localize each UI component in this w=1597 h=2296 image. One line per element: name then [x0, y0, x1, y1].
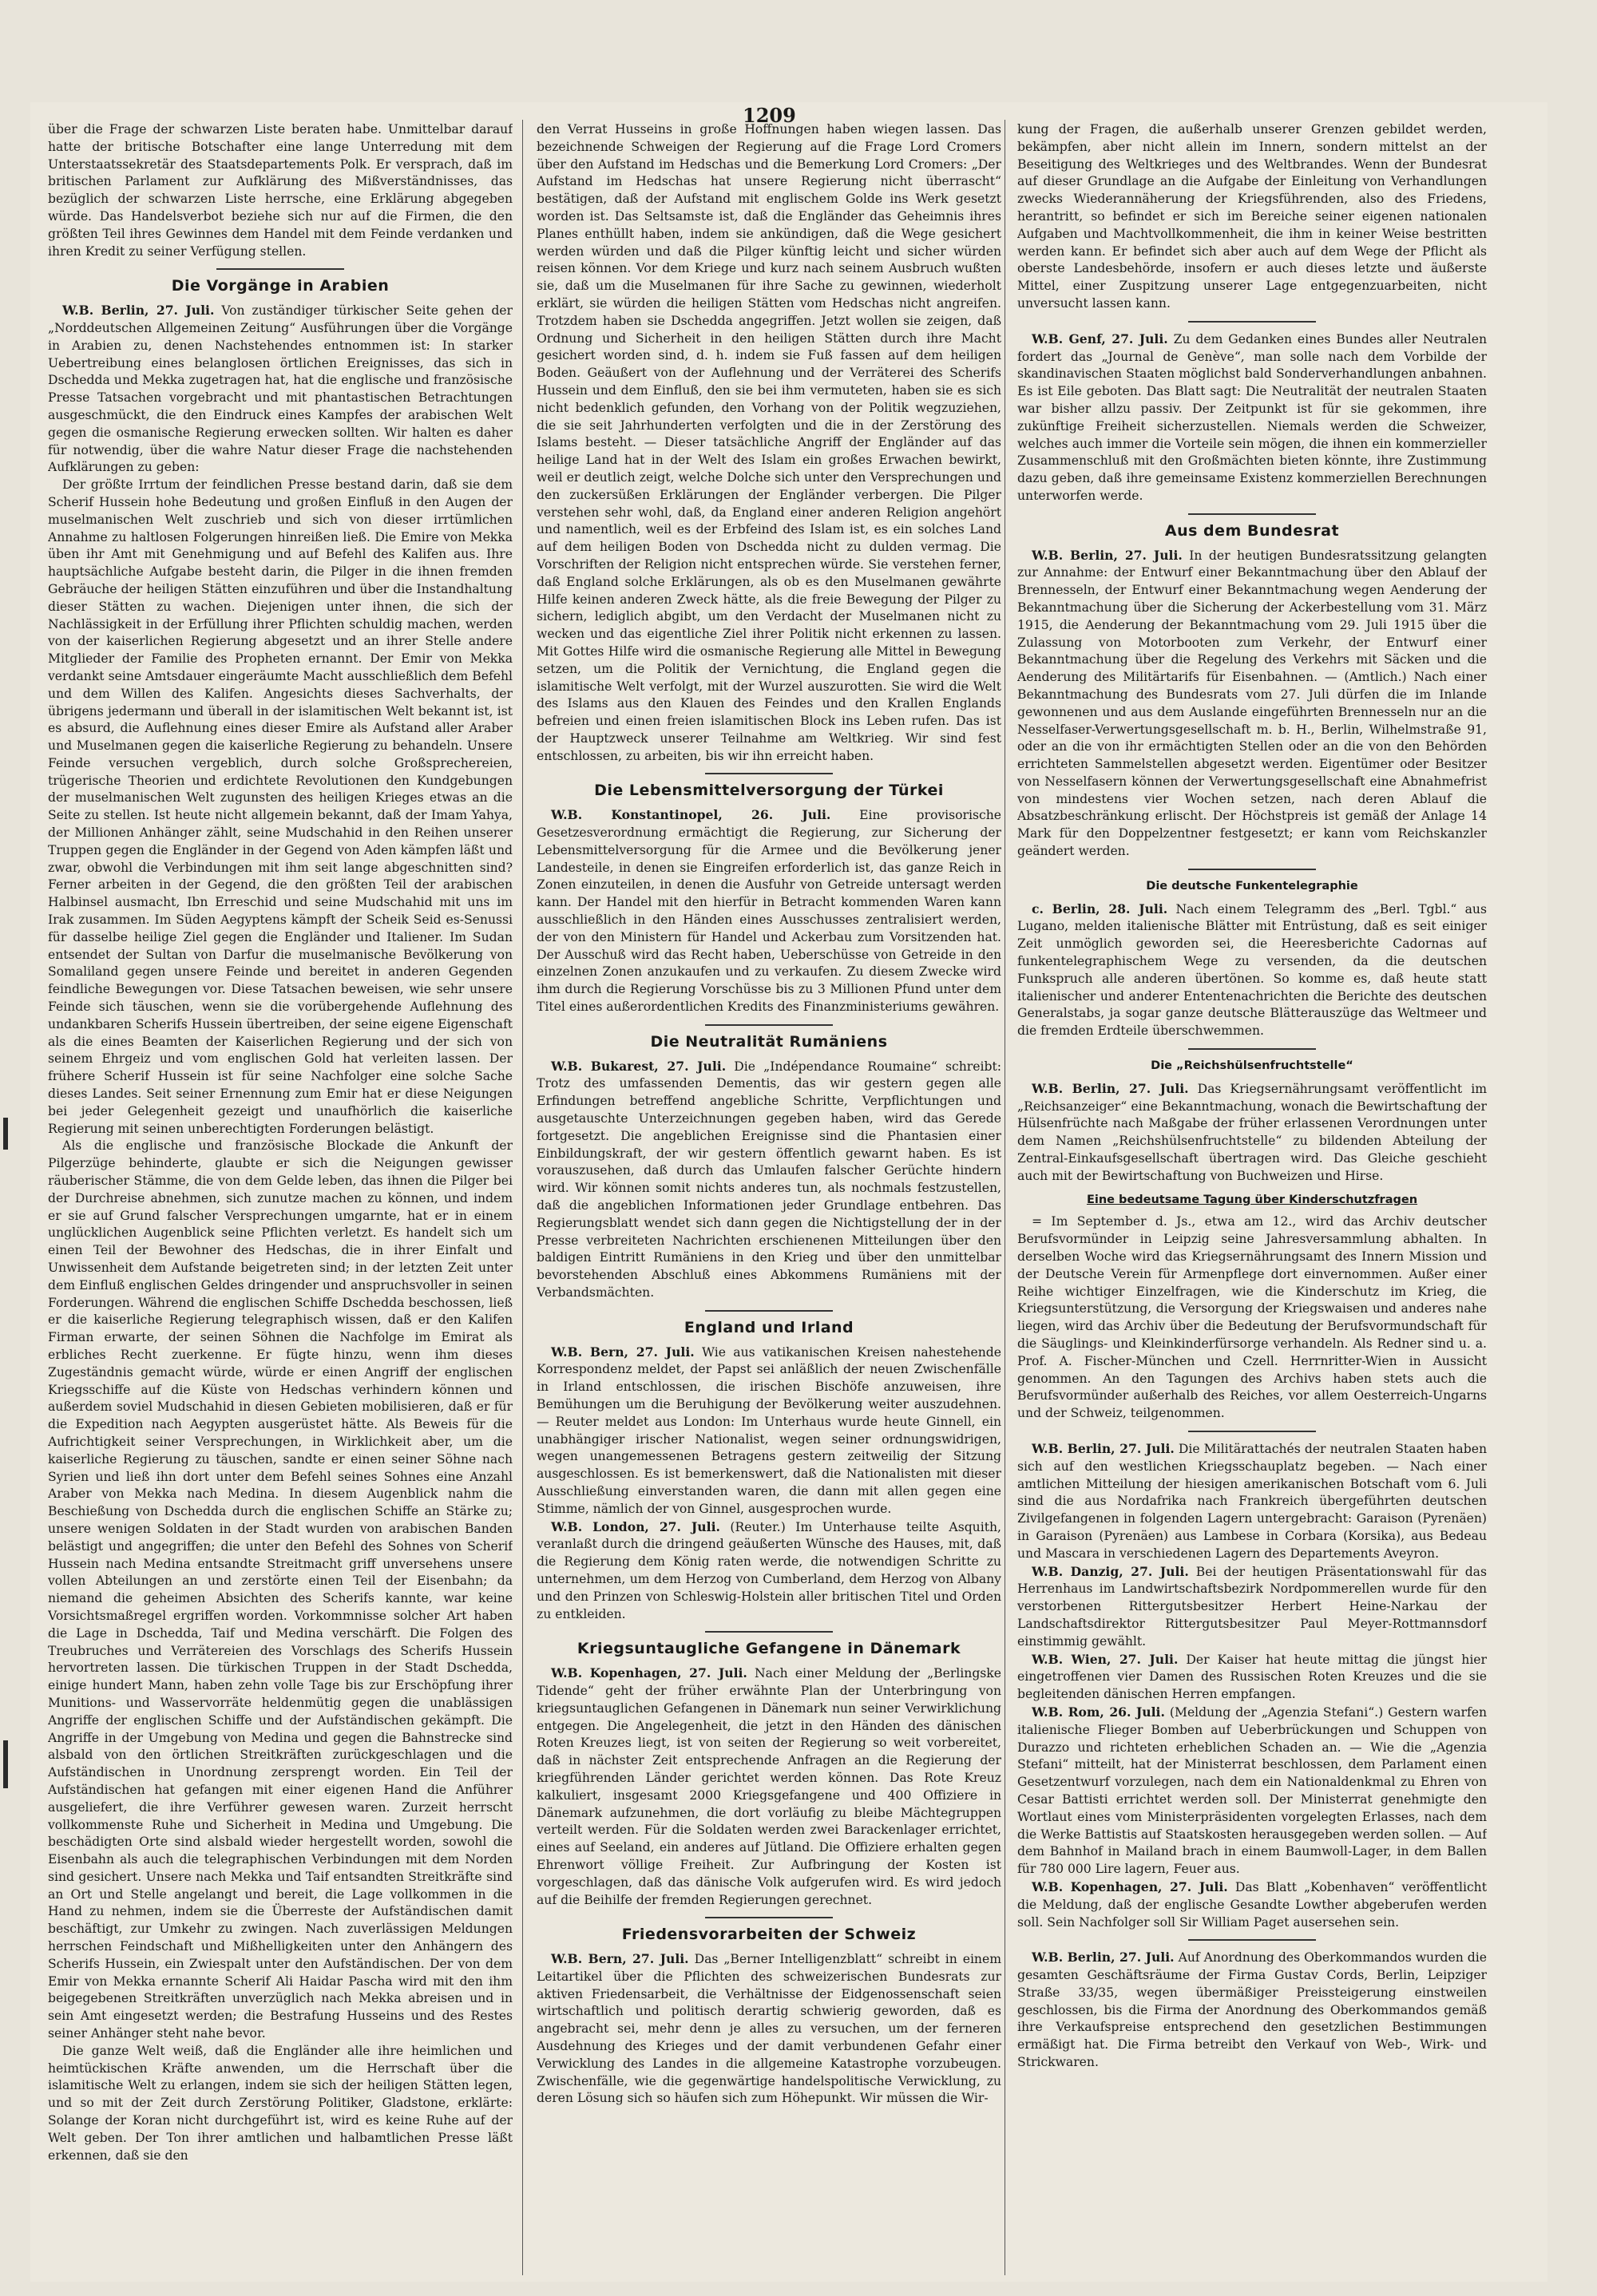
article-text: Das Kriegsernährungsamt veröffentlicht im „Reichsanzeiger“ eine Bekanntmachung, wonach die Bewirtschaftung der Hülsenfrüchte nach Maßgabe der früher erlassenen Verordnungen unter dem Namen „Reichshülsenfruchtstelle“ zu bildenden Abteilung der Zentral-Einkaufsgesellschaft übertragen wird. Das Gleiche geschieht auch mit der Bewirtschaftung von Buchweizen und Hirse.	[1017, 1081, 1487, 1183]
dateline: W.B. Kopenhagen, 27. Juli.	[1032, 1878, 1228, 1894]
headline-daenemark: Kriegsuntaugliche Gefangene in Dänemark	[577, 1640, 961, 1658]
article-paragraph: kung der Fragen, die außerhalb unserer Grenzen gebildet werden, bekämpfen, aber nicht allein im Innern, sondern mittelst an der Beseitigung des Weltkrieges und des Weltbrandes. Wenn der Bundesrat auf dieser Grundlage an die Aufgabe der Einleitung von Verhandlungen zwecks Wiederannäherung der Kriegsführenden, also des Friedens, herantritt, so befindet er sich im Bereiche seiner eigenen nationalen Aufgaben und Machtvollkommenheit, die ihm in keiner Weise bestritten werden kann. Er befindet sich aber auch auf dem Wege der Pflicht als oberste Landesbehörde, insofern er auch dieses letzte und äußerste Mittel, einer Zuspitzung unserer Lage entgegenzuarbeiten, nicht unversucht lassen kann.	[1017, 122, 1487, 311]
separator-rule	[1188, 869, 1316, 870]
article-paragraph	[1017, 331, 1487, 505]
article-text: Wie aus vatikanischen Kreisen nahestehende Korrespondenz meldet, der Papst sei anläßlich der neuen Zwischenfälle in Irland entschlossen, die irischen Bischöfe anzuweisen, ihre Bemühungen um die Beruhigung der Bevölkerung weiter auszudehnen. — Reuter meldet aus London: Im Unterhaus wurde heute Ginnell, ein unabhängiger irischer Nationalist, wegen seiner ordnungswidrigen, wegen unangemessenen Betragens gestern zeitweilig der Sitzung ausgeschlossen. Es ist bemerkenswert, daß die Nationalisten mit dieser Ausschließung einverstanden waren, die dann mit allen gegen eine Stimme, nämlich der von Ginnel, ausgesprochen wurde.	[537, 1344, 1001, 1516]
dateline: W.B. Bern, 27. Juli.	[551, 1344, 695, 1360]
separator-rule	[705, 773, 833, 774]
headline-england: England und Irland	[684, 1318, 854, 1336]
separator-rule	[1188, 321, 1316, 323]
column-left	[48, 121, 513, 2277]
article-paragraph	[1017, 1080, 1487, 1186]
article-text: Die Militärattachés der neutralen Staaten haben sich auf den westlichen Kriegsschauplatz begeben. — Nach einer amtlichen Mitteilung der hiesigen amerikanischen Botschaft vom 6. Juli sind die aus Nordafrika nach Frankreich übergeführten deutschen Zivilgefangenen in folgenden Lagern untergebracht: Garaison (Pyrenäen) in Garaison (Pyrenäen) aus Lambese in Corbara (Korsika), aus Bedeau und Mascara in verschiedenen Lagern des Departements Aveyron.	[1017, 1441, 1487, 1561]
separator-rule	[705, 1310, 833, 1312]
article-paragraph: = Im September d. Js., etwa am 12., wird das Archiv deutscher Berufsvormünder in Leipzig seine Jahresversammlung abhalten. In derselben Woche wird das Kriegsernährungsamt des Innern Mission und der Deutsche Verein für Armenpflege dort einvernommen. Außer einer Reihe wichtiger Einzelfragen, wie die Kinderschutz im Krieg, die Kriegsunterstützung, die Versorgung der Kriegswaisen und anderes nahe liegen, wird das Archiv über die Bedeutung der Berufsvormundschaft für die Säuglings- und Kleinkinderfürsorge verhandeln. Als Redner sind u. a. Prof. A. Fischer-München und Czell. Herrnritter-Wien in Aussicht genommen. An den Tagungen des Archivs haben stets auch die Berufsvormünder außerhalb des Reiches, vor allem Oesterreich-Ungarns und der Schweiz, teilgenommen.	[1017, 1214, 1487, 1421]
article-paragraph	[537, 1665, 1001, 1909]
dateline: W.B. Danzig, 27. Juli.	[1032, 1563, 1189, 1579]
article-paragraph	[1017, 1651, 1487, 1704]
article-text: Der Kaiser hat heute mittag die jüngst hier eingetroffenen vier Damen des Russischen Roten Kreuzes und die sie begleitenden dänischen Herren empfangen.	[1017, 1652, 1487, 1702]
article-paragraph	[537, 1950, 1001, 2108]
dateline: W.B. Berlin, 27. Juli.	[62, 303, 215, 319]
dateline: W.B. London, 27. Juli.	[551, 1518, 720, 1534]
separator-rule	[705, 1024, 833, 1026]
article-paragraph	[537, 1344, 1001, 1518]
article-paragraph	[537, 1518, 1001, 1624]
column-right	[1017, 121, 1487, 2277]
article-text: Zu dem Gedanken eines Bundes aller Neutralen fordert das „Journal de Genève“, man solle nach dem Vorbilde der skandinavischen Staaten möglichst bald Sonderverhandlungen anbahnen. Es ist Eile geboten. Das Blatt sagt: Die Neutralität der neutralen Staaten war bisher allzu passiv. Der Zeitpunkt ist für sie gekommen, ihre zukünftige Freiheit sicherzustellen. Niemals werden die Schweizer, welches auch immer die Vorteile sein mögen, die ihnen ein kommerzieller Zusammenschluß mit den Großmächten bieten könnte, ihre Zustimmung dazu geben, daß ihre gemeinsame Existenz kommerziellen Berechnungen unterworfen werde.	[1017, 331, 1487, 503]
article-text: Bei der heutigen Präsentationswahl für das Herrenhaus im Landwirtschaftsbezirk Nordpommerellen wurde für den verstorbenen Rittergutsbesitzer Herbert Heine-Narkau der Landschaftsdirektor Rittergutsbesitzer Paul Meyer-Rottmannsdorf einstimmig gewählt.	[1017, 1564, 1487, 1649]
separator-rule	[1188, 1048, 1316, 1050]
article-paragraph	[1017, 901, 1487, 1040]
separator-rule	[705, 1631, 833, 1633]
dateline: W.B. Berlin, 27. Juli.	[1032, 1080, 1189, 1096]
dateline: W.B. Bukarest, 27. Juli.	[551, 1058, 727, 1074]
dateline: W.B. Berlin, 27. Juli.	[1032, 1950, 1175, 1965]
article-paragraph: über die Frage der schwarzen Liste beraten habe. Unmittelbar darauf hatte der britische Botschafter eine lange Unterredung mit dem Unterstaatssekretär des Staatsdepartements Polk. Er versprach, daß im britischen Parlament zur Aufklärung des Mißverständnisses, das bezüglich der schwarzen Liste herrsche, eine Erklärung abgegeben würde. Das Handelsverbot beziehe sich nur auf die Firmen, die den größten Teil ihres Gewinnes dem Handel mit dem Feinde verdanken und ihren Kredit zu seiner Verfügung stellen.	[48, 122, 513, 259]
headline-tuerkei: Die Lebensmittelversorgung der Türkei	[594, 782, 944, 800]
article-paragraph	[1017, 1704, 1487, 1878]
subheading-kinder: Eine bedeutsame Tagung über Kinderschutzfragen	[1086, 1193, 1418, 1206]
article-text: Die „Indépendance Roumaine“ schreibt: Trotz des umfassenden Dementis, das wir gestern gegen alle Erfindungen betreffend angebliche Schritte, Verpflichtungen und ausgetauschte Unterzeichnungen gegeben haben, wird das Gerede fortgesetzt. Die angeblichen Ereignisse sind die Phantasien einer Einbildungskraft, der wir gestern öffentlich gewarnt haben. Es ist vorauszusehen, daß durch das Umlaufen falscher Gerüchte hindern wird. Wir können somit nichts anderes tun, als nochmals festzustellen, daß die angeblichen Informationen jeder Grundlage entbehren. Das Regierungsblatt wendet sich dann gegen die Nichtigstellung der in der Presse verbreiteten Nachrichten erschienenen Mitteilungen über den baldigen Eintritt Rumäniens in den Krieg und über den unmittelbar bevorstehenden Abschluß eines Abkommens Rumäniens mit der Verbandsmächten.	[537, 1059, 1001, 1300]
dateline: W.B. Rom, 26. Juli.	[1032, 1704, 1165, 1720]
article-text: Eine provisorische Gesetzesverordnung ermächtigt die Regierung, zur Sicherung der Lebensmittelversorgung für die Armee und die Bevölkerung jener Landesteile, in denen sie Eingreifen erforderlich ist, das ganze Reich in Zonen einzuteilen, in denen die Ausfuhr von Getreide untersagt werden kann. Der Handel mit den hierfür in Betracht kommenden Waren kann ausschließlich in den Händen eines Ausschusses zentralisiert werden, der von den Ministern für Handel und Ackerbau zum Vorsitzenden hat. Der Ausschuß wird das Recht haben, Ueberschüsse von Getreide in den einzelnen Zonen anzukaufen und zu verkaufen. Zu diesem Zwecke wird ihm durch die Regierung Vorschüsse bis zu 3 Millionen Pfund unter dem Titel eines außerordentlichen Kredits des Finanzministeriums gewähren.	[537, 808, 1001, 1015]
dateline: W.B. Konstantinopel, 26. Juli.	[551, 807, 831, 823]
subheading-reich: Die „Reichshülsenfruchtstelle“	[1151, 1059, 1353, 1073]
article-paragraph	[1017, 1949, 1487, 2072]
article-paragraph	[537, 1058, 1001, 1302]
article-paragraph	[1017, 1878, 1487, 1931]
headline-schweiz: Friedensvorarbeiten der Schweiz	[621, 1926, 917, 1944]
column-middle	[537, 121, 1001, 2277]
dateline: W.B. Bern, 27. Juli.	[551, 1951, 689, 1967]
headline-arabien: Die Vorgänge in Arabien	[171, 277, 390, 295]
page-number: 1209	[743, 104, 796, 127]
article-text: Nach einem Telegramm des „Berl. Tgbl.“ aus Lugano, melden italienische Blätter mit Entrüstung, daß es seit einiger Zeit unmöglich geworden sei, die Heeresberichte Cadornas auf funkentelegraphischem Wege zu versenden, da die deutschen Funkspruch alle anderen übertönen. So komme es, daß heute statt italienischer und anderer Ententenachrichten die Berichte des deutschen Generalstabs, ja sogar ganze deutsche Blätterauszüge das Weltmeer und die fremden Erdteile überschwemmen.	[1017, 901, 1487, 1039]
scan-edge-mark	[3, 1740, 8, 1788]
separator-rule	[216, 268, 344, 270]
scan-edge-mark	[3, 1118, 8, 1150]
headline-bundesrat: Aus dem Bundesrat	[1164, 521, 1340, 540]
article-text: Von zuständiger türkischer Seite gehen der „Norddeutschen Allgemeinen Zeitung“ Ausführungen über die Vorgänge in Arabien zu, denen Nachstehendes entnommen ist: In starker Uebertreibung eines belanglosen örtlichen Ereignisses, das sich in Dschedda und Mekka zugetragen hat, hat die englische und französische Presse Tatsachen vorgebracht und mit phantastischen Betrachtungen ausgeschmückt, die den Eindruck eines Kampfes der arabischen Welt gegen die osmanische Regierung erwecken sollten. Wir halten es daher für notwendig, über die wahre Natur dieser Frage die nachstehenden Aufklärungen zu geben:	[48, 303, 513, 475]
separator-rule	[1188, 513, 1316, 515]
article-text: (Meldung der „Agenzia Stefani“.) Gestern warfen italienische Flieger Bomben auf Ueberbrückungen und Schuppen von Durazzo und richteten erheblichen Schaden an. — Wie die „Agenzia Stefani“ mitteilt, hat der Ministerrat beschlossen, dem Parlament einen Gesetzentwurf vorzulegen, nach dem ein Nationaldenkmal zu Ehren von Cesar Battisti errichtet werden soll. Der Ministerrat genehmigte den Wortlaut eines vom Ministerpräsidenten vorgelegten Erlasses, nach dem die Werke Battistis auf Staatskosten herausgegeben werden sollen. — Auf dem Bahnhof in Mailand brach in einem Baumwoll-Lager, in dem Ballen für 780 000 Lire lagern, Feuer aus.	[1017, 1704, 1487, 1877]
article-paragraph: Die ganze Welt weiß, daß die Engländer alle ihre heimlichen und heimtückischen Kräfte anwenden, um die Herrschaft über die islamitische Welt zu erlangen, indem sie sich der heiligen Stätten legen, und so mit der Zeit durch Zerstörung Politiker, Gladstone, erklärte: Solange der Koran nicht durchgeführt ist, wird es keine Ruhe auf der Welt geben. Der Ton ihrer amtlichen und halbamtlichen Presse läßt erkennen, daß sie den	[48, 2043, 513, 2163]
separator-rule	[1188, 1939, 1316, 1941]
dateline: W.B. Berlin, 27. Juli.	[1032, 547, 1183, 563]
dateline: W.B. Kopenhagen, 27. Juli.	[551, 1665, 747, 1681]
column-rule	[522, 120, 523, 2275]
article-paragraph	[1017, 1440, 1487, 1563]
separator-rule	[1188, 1431, 1316, 1432]
dateline: W.B. Wien, 27. Juli.	[1032, 1651, 1179, 1667]
article-paragraph: Der größte Irrtum der feindlichen Presse bestand darin, daß sie dem Scherif Hussein hohe Bedeutung und großen Einfluß in den Augen der muselmanischen Welt zuschrieb und sich von dieser irrtümlichen Annahme zu haltlosen Folgerungen hinreißen ließ. Die Emire von Mekka üben ihr Amt mit Genehmigung und auf Befehl des Kalifen aus. Ihre hauptsächliche Aufgabe besteht darin, die Pilger in die ihnen fremden Gebräuche der heiligen Stätten einzuführen und über die Instandhaltung dieser Stätten zu wachen. Diejenigen unter ihnen, die sich der Nachlässigkeit in der Erfüllung ihrer Pflichten schuldig machen, werden von der kaiserlichen Regierung abgesetzt und an ihrer Stelle andere Mitglieder der Familie des Propheten ernannt. Der Emir von Mekka verdankt seine Amtsdauer eingeräumte Macht ausschließlich dem Befehl und dem Willen des Kalifen. Angesichts dieses Sachverhalts, der übrigens jedermann und überall in der islamitischen Welt bekannt ist, ist es absurd, die Auflehnung eines dieser Emire als Aufstand aller Araber und Muselmanen gegen die kaiserliche Regierung zu behandeln. Unsere Feinde versuchen vergeblich, durch solche Großsprechereien, trügerische Theorien und erdichtete Revolutionen den Kundgebungen der muselmanischen Welt zugunsten des heiligen Krieges etwas an die Seite zu stellen. Ist heute nicht allgemein bekannt, daß der Imam Yahya, der Millionen Anhänger zählt, seine Mudschahid in den Reihen unserer Truppen gegen die Engländer in der Gegend von Aden kämpfen läßt und zwar, obwohl die Verbindungen mit ihm seit lange abgeschnitten sind? Ferner arbeiten in der Gegend, die den größten Teil der arabischen Halbinsel ausmacht, Ibn Erreschid und seine Mudschahid mit uns im Irak zusammen. Im Süden Aegyptens kämpft der Scheik Seid es-Senussi für dasselbe heilige Ziel gegen die Engländer und Italiener. Im Sudan entsendet der Sultan von Darfur die muselmanische Bevölkerung von Somaliland gegen unsere Feinde und bereitet in anderen Gegenden feindliche Bewegungen vor. Diese Tatsachen beweisen, wie sehr unsere Feinde sich täuschen, wenn sie die vorübergehende Auflehnung des undankbaren Scherifs Hussein übertreiben, der seine eigene Eigenschaft als die eines Beamten der Kaiserlichen Regierung und der sich von seinem Ehrgeiz und vom englischen Gold hat verleiten lassen. Der frühere Scherif Hussein ist für seine Nachfolger eine solche Sache dieses Landes. Seit seiner Ernennung zum Emir hat er diese Neigungen bei jeder Gelegenheit gezeigt und unaufhörlich die kaiserliche Regierung mit seinen unberechtigten Forderungen belästigt.	[48, 477, 513, 1136]
article-text: Auf Anordnung des Oberkommandos wurden die gesamten Geschäftsräume der Firma Gustav Cords, Berlin, Leipziger Straße 33/35, wegen übermäßiger Preissteigerung einstweilen geschlossen, bis die Firma der Anordnung des Oberkommandos gemäß ihre Verkaufspreise entsprechend den gesetzlichen Bestimmungen ermäßigt hat. Die Firma betreibt den Verkauf von Web-, Wirk- und Strickwaren.	[1017, 1950, 1487, 2070]
article-text: (Reuter.) Im Unterhause teilte Asquith, veranlaßt durch die dringend geäußerten Wünsche des Hauses, mit, daß die Regierung dem König raten werde, die notwendigen Schritte zu unternehmen, um dem Herzog von Cumberland, dem Herzog von Albany und den Prinzen von Schleswig-Holstein aller britischen Titel und Orden zu entkleiden.	[537, 1519, 1001, 1621]
article-text: In der heutigen Bundesratssitzung gelangten zur Annahme: der Entwurf einer Bekanntmachung über den Ablauf der Brennesseln, der Entwurf einer Bekanntmachung wegen Aenderung der Bekanntmachung über die Sicherung der Ackerbestellung vom 31. März 1915, die Aenderung der Bekanntmachung vom 29. Juli 1915 über die Zulassung von Motorbooten zum Verkehr, der Entwurf einer Bekanntmachung über die Regelung des Verkehrs mit Säcken und die Aenderung des Militärtarifs für Eisenbahnen. — (Amtlich.) Nach einer Bekanntmachung des Bundesrats vom 27. Juli dürfen die im Inlande gewonnenen und aus dem Auslande eingeführten Brennesseln nur an die Nesselfaser-Verwertungsgesellschaft m. b. H., Berlin, Wilhelmstraße 91, oder an die von ihr ermächtigten Stellen oder an die von den Behörden errichteten Sammelstellen abgesetzt werden. Eigentümer oder Besitzer von Nesselfasern können der Verwertungsgesellschaft eine Abnahmefrist von mindestens vier Wochen setzen, nach deren Ablauf die Absatzbeschränkung erlischt. Der Höchstpreis ist gemäß der Anlage 14 Mark für den Doppelzentner festgesetzt; er kann vom Reichskanzler geändert werden.	[1017, 548, 1487, 859]
dateline: c. Berlin, 28. Juli.	[1032, 901, 1168, 916]
article-paragraph	[48, 302, 513, 477]
article-text: Das „Berner Intelligenzblatt“ schreibt in einem Leitartikel über die Pflichten des schweizerischen Bundesrats zur aktiven Friedensarbeit, die Verhältnisse der Eidgenossenschaft seien wirtschaftlich und politisch derartig schwierig geworden, daß es angebracht sei, mehr denn je alles zu versuchen, um der ferneren Ausdehnung des Krieges und der damit verbundenen Gefahr einer Verwicklung des Landes in die allgemeine Katastrophe vorzubeugen. Zwischenfälle, wie die gegenwärtige handelspolitische Verwicklung, zu deren Lösung sich so häufen sich zum Höhepunkt. Wir müssen die Wir-	[537, 1952, 1001, 2106]
article-text: Das Blatt „Kobenhaven“ veröffentlicht die Meldung, daß der englische Gesandte Lowther abgeberufen werden soll. Sein Nachfolger soll Sir William Paget ausersehen sein.	[1017, 1879, 1487, 1930]
article-paragraph	[1017, 1563, 1487, 1651]
dateline: W.B. Berlin, 27. Juli.	[1032, 1440, 1175, 1456]
separator-rule	[705, 1917, 833, 1918]
article-paragraph	[1017, 547, 1487, 861]
subheading-funk: Die deutsche Funkentelegraphie	[1146, 879, 1358, 893]
dateline: W.B. Genf, 27. Juli.	[1032, 331, 1168, 346]
headline-rumaenien: Die Neutralität Rumäniens	[650, 1032, 888, 1051]
article-paragraph	[537, 806, 1001, 1016]
article-text: Nach einer Meldung der „Berlingske Tidende“ geht der früher erwähnte Plan der Unterbringung von kriegsuntauglichen Gefangenen in Dänemark nun seiner Verwirklichung entgegen. Die Angelegenheit, die jetzt in den Händen des dänischen Roten Kreuzes liegt, ist von seiten der Regierung so weit vorbereitet, daß in nächster Zeit entsprechende Anfragen an die Regierung der kriegführenden Länder gerichtet werden können. Das Rote Kreuz kalkuliert, insgesamt 2000 Kriegsgefangene und 400 Offiziere in Dänemark aufzunehmen, die dort vorläufig zu bleibe Mächtegruppen verteilt werden. Für die Soldaten werden zwei Barackenlager errichtet, eines auf Seeland, ein anderes auf Jütland. Die Offiziere erhalten gegen Ehrenwort völlige Freiheit. Zur Aufbringung der Kosten ist vorgeschlagen, daß das dänische Volk aufgerufen wird. Es wird jedoch auf die Beihilfe der fremden Regierungen gerechnet.	[537, 1666, 1001, 1907]
article-paragraph: den Verrat Husseins in große Hoffnungen haben wiegen lassen. Das bezeichnende Schweigen der Regierung auf die Frage Lord Cromers über den Aufstand im Hedschas und die Bemerkung Lord Cromers: „Der Aufstand im Hedschas hat unsere Regierung nicht überrascht“ bestätigen, daß der Aufstand mit englischem Golde ins Werk gesetzt worden ist. Das Seltsamste ist, daß die Engländer das Geheimnis ihres Planes enthüllt haben, indem sie ankündigen, daß die Wege gesichert werden würden und daß die Pilger künftig leicht und sicher würden reisen können. Vor dem Kriege und kurz nach seinem Ausbruch wußten sie, daß um die Muselmanen für ihre Sache zu gewinnen, wiederholt erklärt, sie würden die heiligen Stätten vom Hedschas nicht angreifen. Trotzdem haben sie Dschedda angegriffen. Jetzt wollen sie zeigen, daß Ordnung und Sicherheit in den heiligen Stätten durch ihre Macht gesichert worden sind, d. h. indem sie Fuß fassen auf dem heiligen Boden. Geäußert von der Auflehnung und der Verräterei des Scherifs Hussein und dem Einfluß, den sie bei ihm vermuteten, haben sie es sich nicht bedenklich gefunden, den Vorhang von der Politik wegzuziehen, die sie seit Jahrhunderten verfolgten und die in der Zerstörung des Islams besteht. — Dieser tatsächliche Angriff der Engländer auf das heilige Land hat in der Welt des Islam ein großes Erwachen bewirkt, weil er deutlich zeigt, welche Dolche sich unter den Versprechungen und den zuckersüßen Erklärungen der Engländer verbergen. Die Pilger verstehen sehr wohl, daß, da England einer anderen Religion angehört und namentlich, weil es der Erbfeind des Islam ist, es ein solches Land auf dem heiligen Boden von Dschedda nicht zu dulden vermag. Die Vorschriften der Religion nicht entsprechen würde. Sie verstehen ferner, daß England solche Erklärungen, als ob es den Muselmanen gewährte Hilfe keinen anderen Zweck hätte, als die freie Bewegung der Pilger zu sichern, lediglich abgibt, um den Verdacht der Muselmanen nicht zu wecken und das eigentliche Ziel ihrer Politik nicht erkennen zu lassen. Mit Gottes Hilfe wird die osmanische Regierung alle Mittel in Bewegung setzen, um die Politik der Vernichtung, die England gegen die islamitische Welt verfolgt, mit der Wurzel auszurotten. Sie wird die Welt des Islams aus den Klauen des Feindes und den Krallen Englands befreien und einen freien islamitischen Block ins Leben rufen. Das ist der Hauptzweck unserer Teilnahme am Weltkrieg. Wir sind fest entschlossen, zu arbeiten, bis wir ihn erreicht haben.	[537, 122, 1001, 763]
article-paragraph: Als die englische und französische Blockade die Ankunft der Pilgerzüge behinderte, glaubte er sich die Neigungen gewisser räuberischer Stämme, die von dem Gelde leben, das ihnen die Pilger bei der Durchreise abnehmen, sich zunutze machen zu können, und indem er sie auf Grund falscher Versprechungen umgarnte, hat er in einem unglücklichen Augenblick seine Pflichten verletzt. Es handelt sich um einen Teil der Bewohner des Hedschas, die in ihrer Einfalt und Unwissenheit dem Aufstande beigetreten sind; in der letzten Zeit unter dem Einfluß englischen Geldes dringender und anspruchsvoller in seinen Forderungen. Während die englischen Schiffe Dschedda beschossen, ließ er die kaiserliche Regierung telegraphisch wissen, daß er den Kalifen Firman erwarte, der seinen Söhnen die Nachfolge im Emirat als erbliches Recht zuerkenne. Er fügte hinzu, wenn ihm dieses Zugeständnis gemacht würde, würde er einen Angriff der englischen Kriegsschiffe auf die Küste von Hedschas verhindern können und außerdem soviel Mudschahid in diesen Gebieten mobilisieren, daß er für die Expedition nach Aegypten ausgerüstet hätte. Als Beweis für die Aufrichtigkeit seiner Versprechungen, in Wirklichkeit aber, um die kaiserliche Regierung zu täuschen, sandte er einen seiner Söhne nach Syrien und ließ ihn dort unter dem Befehl seines Sohnes eine Anzahl Araber von Mekka nach Medina. In diesem Augenblick nahm die Beschießung von Dschedda durch die englischen Schiffe an Stärke zu; unsere wenigen Soldaten in der Stadt wurden von arabischen Banden belästigt und angegriffen; die unter den Befehl des Sohnes von Scherif Hussein nach Medina entsandte Streitmacht griff unversehens unsere vollen Abteilungen an und zerstörte einen Teil der Eisenbahn; da niemand die geheimen Absichten des Scherifs kannte, war keine Vorsichtsmaßregel ergriffen worden. Vorkommnisse solcher Art haben die Lage in Dschedda, Taif und Medina verschärft. Die Folgen des Treubruches und Verrätereien des Vorschlags des Scherifs Hussein hervortreten lassen. Die türkischen Truppen in der Stadt Dschedda, einige hundert Mann, haben zehn volle Tage bis zur Erschöpfung ihrer Munitions- und Wasservorräte heldenmütig gegen die unablässigen Angriffe der englischen Schiffe und der Aufständischen gekämpft. Die Angriffe in der Umgebung von Medina und gegen die Bahnstrecke sind alsbald von den örtlichen Streitkräften zurückgeschlagen und die Aufständischen in Unordnung zersprengt worden. Ein Teil der Aufständischen hat gefangen mit einer eigenen Hand die Anführer ausgeliefert, die ihre Verführer gewesen waren. Zurzeit herrscht vollkommenste Ruhe und Sicherheit in Medina und Umgebung. Die beschädigten Orte sind alsbald wieder hergestellt worden, sowohl die Eisenbahn als auch die telegraphischen Verbindungen mit dem Norden sind gesichert. Unsere nach Mekka und Taif entsandten Streitkräfte sind an Ort und Stelle angelangt und bereit, die Lage vollkommen in die Hand zu nehmen, indem sie die Überreste der Aufständischen damit beschäftigt, zur Umkehr zu zwingen. Nach zuverlässigen Meldungen herrschen Feindschaft und Mißhelligkeiten unter den Anhängern des Scherifs Hussein, ein Zwiespalt unter den Aufständischen. Der von dem Emir von Mekka ernannte Scherif Ali Haidar Pascha wird mit den ihm beigegebenen Streitkräften unverzüglich nach Mekka abreisen und in sein Amt eingesetzt werden; die Bestrafung Husseins und des Restes seiner Anhänger steht nahe bevor.	[48, 1138, 513, 2041]
